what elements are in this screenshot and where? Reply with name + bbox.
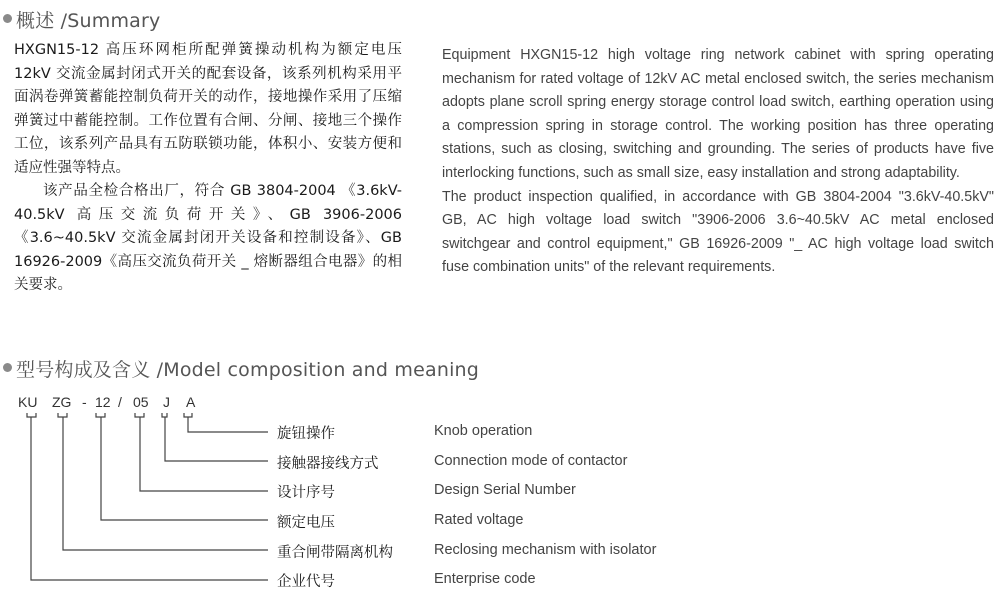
code-part-voltage: 12 [95, 394, 111, 410]
item-cn-contactor: 接触器接线方式 [277, 456, 379, 472]
code-part-serial: 05 [133, 394, 149, 410]
code-part-enterprise: KU [18, 394, 38, 410]
code-part-contactor: J [163, 394, 170, 410]
code-part-dash: - [82, 394, 87, 410]
summary-cn-paragraph-2: 该产品全检合格出厂，符合 GB 3804-2004 《3.6kV-40.5kV 高压交流负荷开关》、GB 3906-2006《3.6~40.5kV 交流金属封闭开关设备和控制设备》、GB 16926-2009《高压交流负荷开关 _ 熔断器组合电器》的相关要求。 [14, 183, 402, 293]
code-part-slash: / [118, 394, 122, 410]
item-en-knob: Knob operation [434, 423, 533, 439]
item-cn-knob: 旋钮操作 [277, 426, 335, 442]
item-en-serial: Design Serial Number [434, 482, 576, 498]
item-cn-serial: 设计序号 [277, 485, 335, 501]
item-en-contactor: Connection mode of contactor [434, 453, 628, 469]
item-en-enterprise: Enterprise code [434, 571, 536, 587]
code-part-mechanism: ZG [52, 394, 72, 410]
summary-en-paragraph-1: Equipment HXGN15-12 high voltage ring network cabinet with spring operating mechanism for rated voltage of 12kV AC metal enclosed switch, the series mechanism adopts plane scroll spring energy storage control load switch, earthing operation using a compression spring in storage control. The working position has three operating stations, such as closing, switching and grounding. The series of products have five interlocking functions, such as small size, easy installation and strong adaptability. [442, 47, 994, 181]
summary-heading: 概述 /Summary [16, 10, 161, 32]
item-en-voltage: Rated voltage [434, 512, 524, 528]
summary-cn-paragraph-1: HXGN15-12 高压环网柜所配弹簧操动机构为额定电压 12kV 交流金属封闭式开关的配套设备，该系列机构采用平面涡卷弹簧蓄能控制负荷开关的动作，接地操作采用了压缩弹簧过中蓄能控制。工作位置有合闸、分闸、接地三个操作工位，该系列产品具有五防联锁功能，体积小、安装方便和适应性强等特点。 [14, 42, 402, 176]
item-cn-enterprise: 企业代号 [277, 574, 335, 590]
code-part-knob: A [186, 394, 196, 410]
item-en-mechanism: Reclosing mechanism with isolator [434, 542, 657, 558]
summary-en-paragraph-2: The product inspection qualified, in accordance with GB 3804-2004 "3.6kV-40.5kV" GB, AC high voltage load switch "3906-2006 3.6~40.5kV AC metal enclosed switchgear and control equipment," GB 16926-2009 "_ AC high voltage load switch fuse combination units" of the relevant requirements. [442, 188, 994, 276]
item-cn-mechanism: 重合闸带隔离机构 [277, 545, 393, 561]
item-cn-voltage: 额定电压 [277, 515, 335, 531]
model-heading: 型号构成及含义 /Model composition and meaning [16, 359, 480, 381]
